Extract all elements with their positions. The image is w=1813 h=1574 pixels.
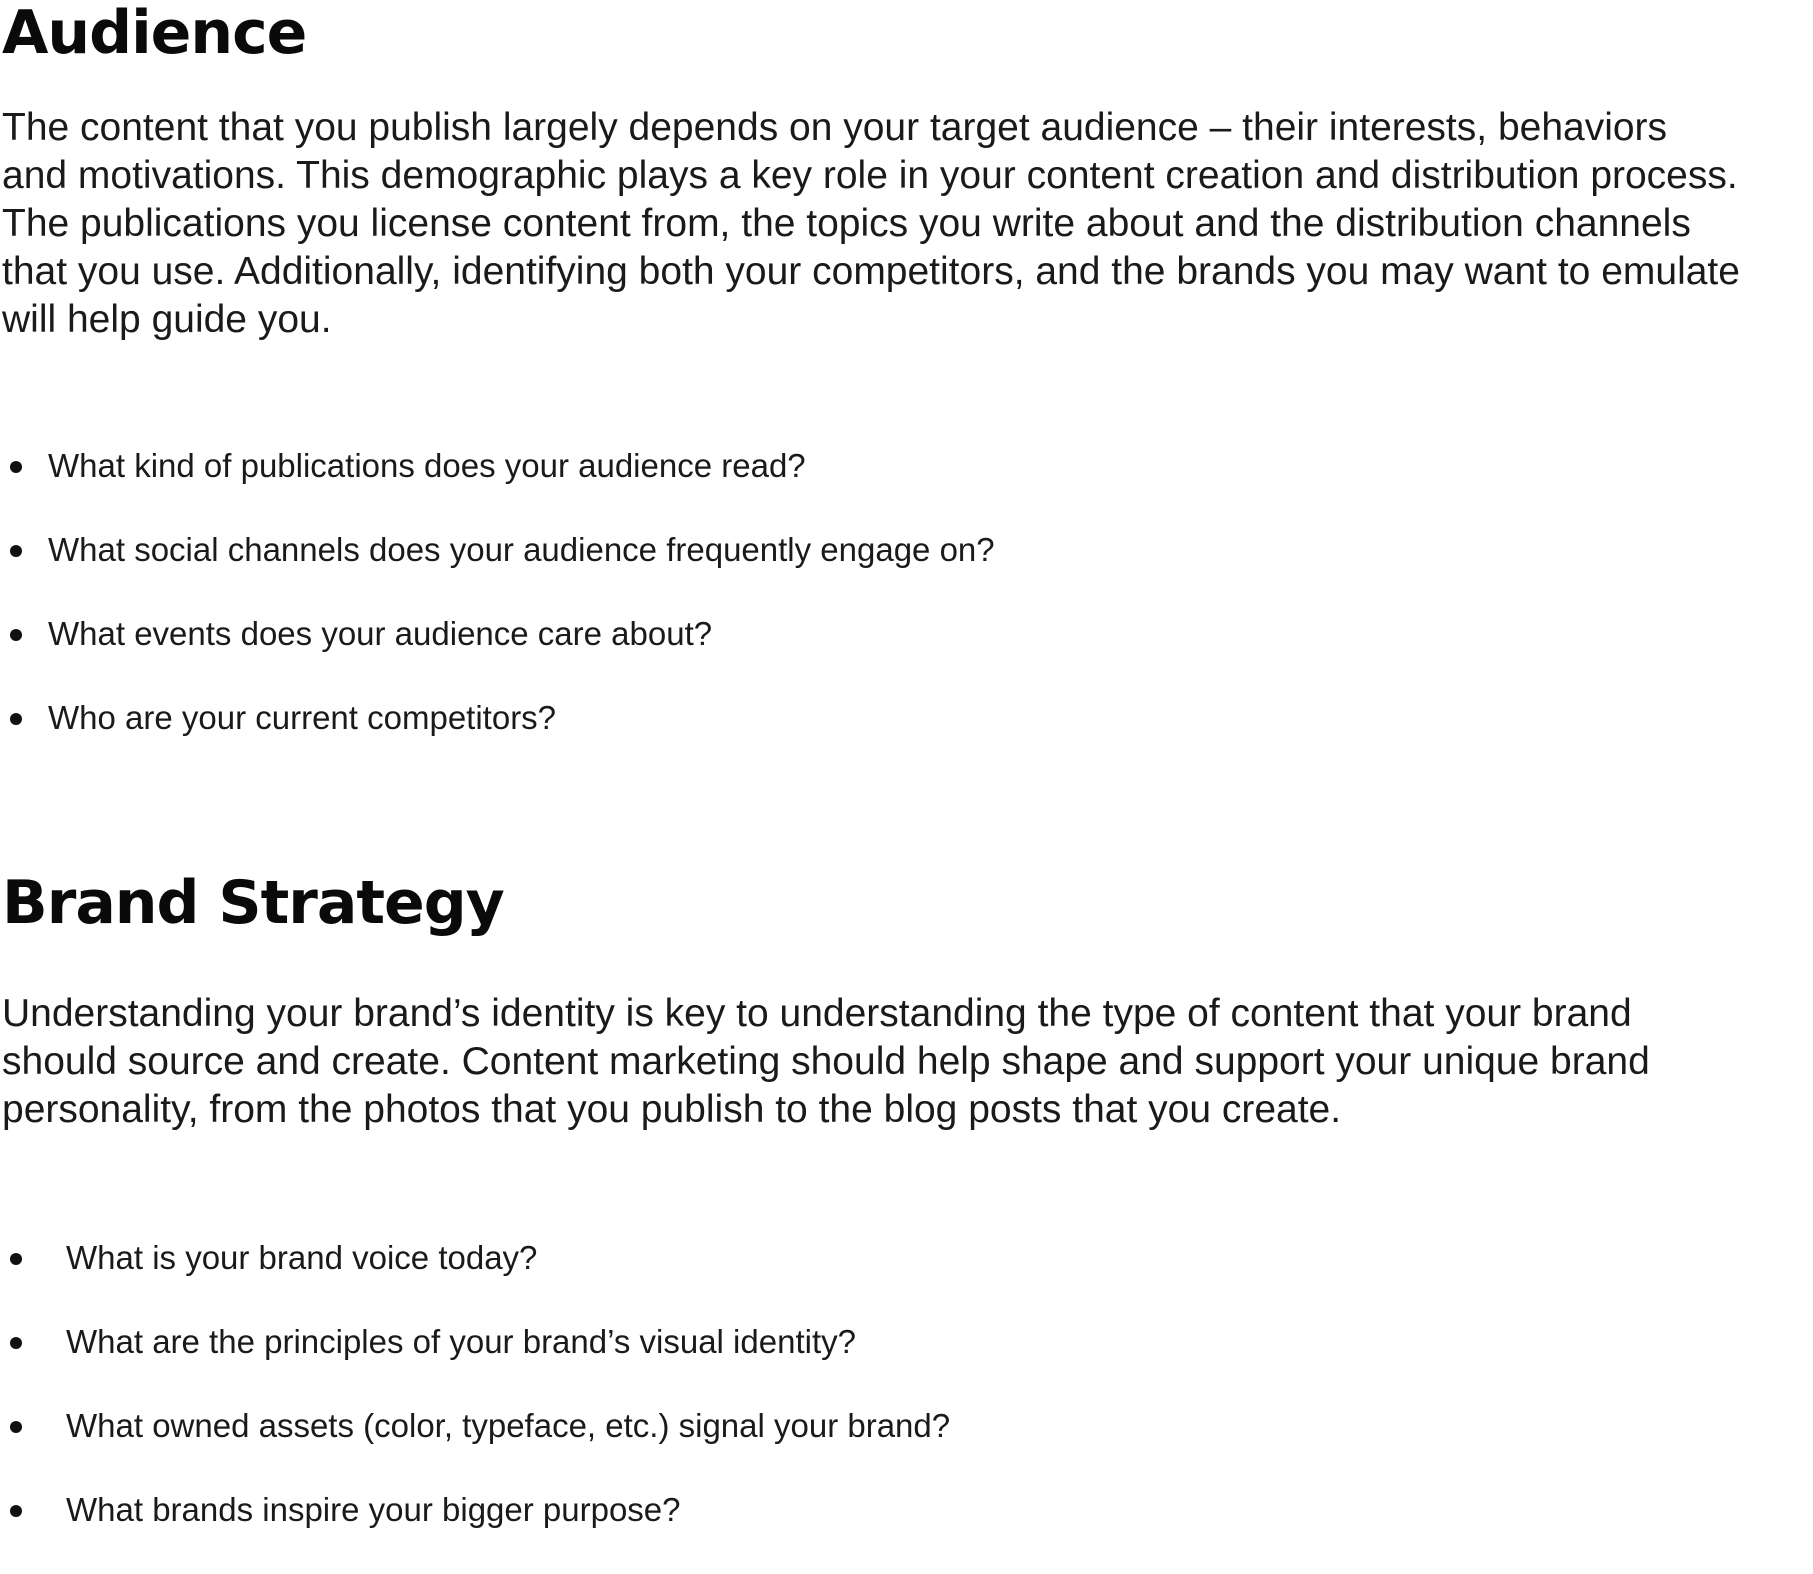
list-item-text: What brands inspire your bigger purpose? [66,1491,681,1528]
brand-paragraph-line: personality, from the photos that you publish to the blog posts that you create. [2,1088,1342,1131]
brand-paragraph-line: Understanding your brand’s identity is key to understanding the type of content that your brand [2,992,1632,1035]
list-item [2,698,995,738]
brand-paragraph-line: should source and create. Content marketing should help shape and support your unique brand [2,1040,1650,1083]
brand-strategy-heading: Brand Strategy [2,868,504,938]
audience-paragraph-line: and motivations. This demographic plays a key role in your content creation and distribution process. [2,154,1738,197]
list-item [2,1490,950,1530]
list-item-text: What social channels does your audience frequently engage on? [48,531,995,568]
bullet-icon [10,713,22,725]
list-item-text: What events does your audience care about? [48,615,713,652]
list-item [2,614,995,654]
audience-paragraph-line: The publications you license content from, the topics you write about and the distribution channels [2,202,1691,245]
audience-heading: Audience [2,0,307,68]
list-item [2,446,995,486]
brand-strategy-paragraph [2,990,1812,1134]
bullet-icon [10,1253,22,1265]
list-item [2,1322,950,1362]
bullet-icon [10,1421,22,1433]
list-item [2,1406,950,1446]
list-item-text: What are the principles of your brand’s visual identity? [66,1323,856,1360]
audience-paragraph-line: The content that you publish largely depends on your target audience – their interests, behaviors [2,106,1668,149]
list-item-text: What is your brand voice today? [66,1239,538,1276]
bullet-icon [10,1337,22,1349]
list-item-text: What owned assets (color, typeface, etc.) signal your brand? [66,1407,951,1444]
list-item [2,1238,950,1278]
audience-paragraph-line: that you use. Additionally, identifying both your competitors, and the brands you may want to emulate [2,250,1740,293]
list-item-text: What kind of publications does your audience read? [48,447,806,484]
bullet-icon [10,545,22,557]
list-item [2,530,995,570]
audience-paragraph [2,104,1812,344]
audience-question-list [2,446,995,782]
bullet-icon [10,629,22,641]
bullet-icon [10,1505,22,1517]
brand-question-list [2,1238,950,1574]
audience-paragraph-line: will help guide you. [2,298,332,341]
list-item-text: Who are your current competitors? [48,699,557,736]
bullet-icon [10,461,22,473]
